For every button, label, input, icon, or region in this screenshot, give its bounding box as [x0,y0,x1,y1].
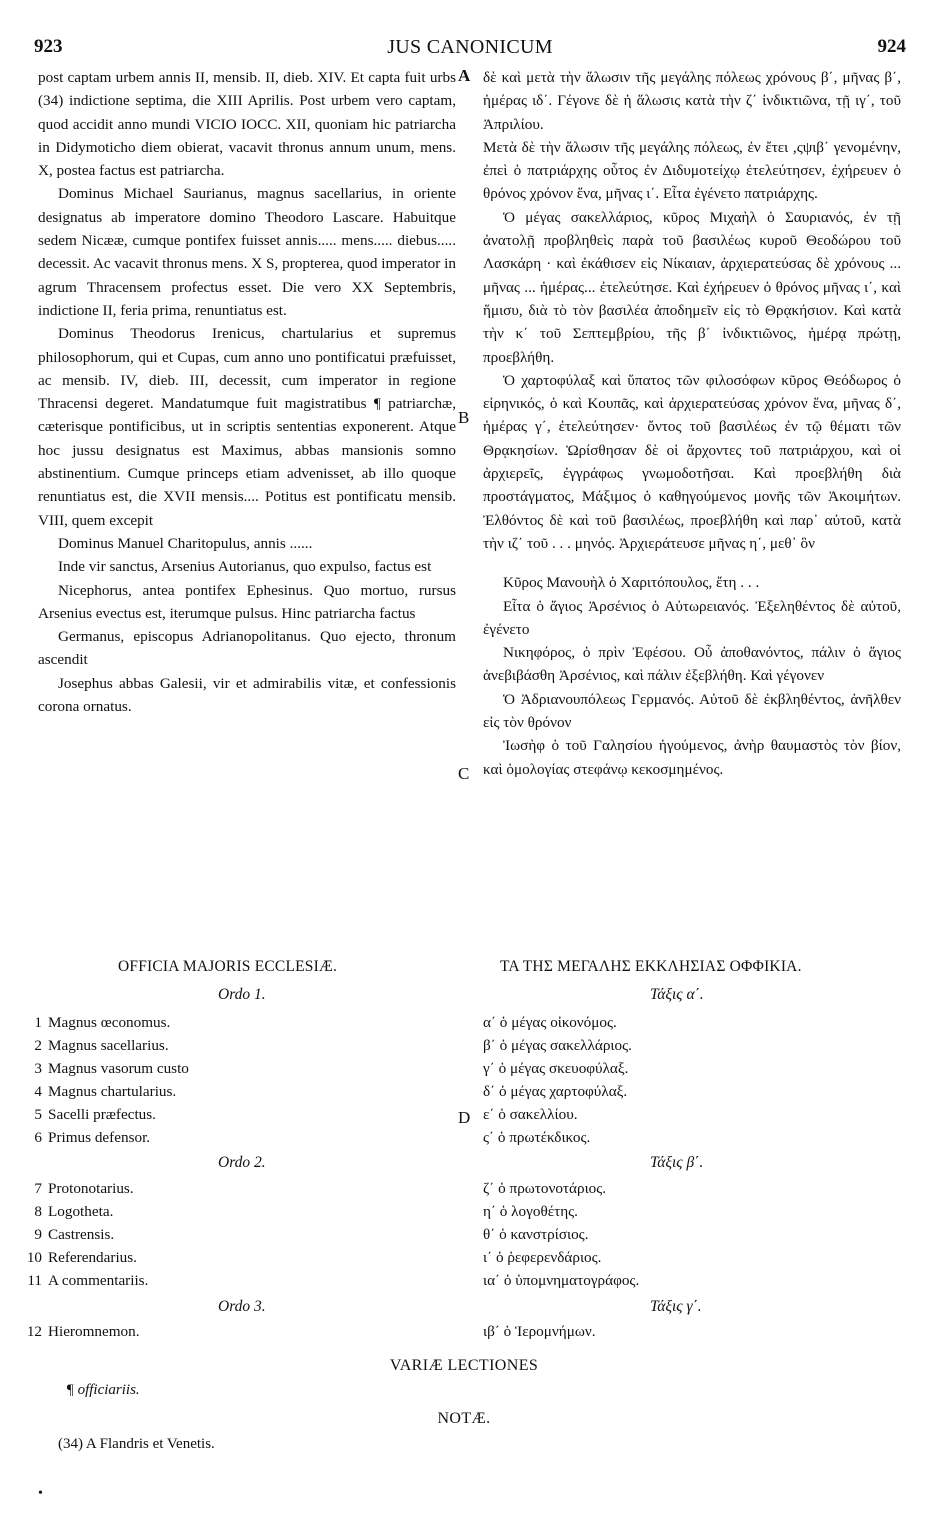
greek-office-item: ζ΄ ὁ πρωτονοτάριος. [483,1180,607,1197]
latin-office-item: 10 Referendarius. [26,1249,137,1266]
greek-column [483,66,901,781]
greek-office-item: ι΄ ὁ ῥεφερενδάριος. [483,1249,602,1266]
margin-letter-a: A [458,66,471,85]
latin-office-item: 5 Sacelli præfectus. [34,1106,156,1123]
taxis-2: Τάξις β΄. [650,1154,704,1171]
latin-office-item: 8 Logotheta. [34,1203,114,1220]
officia-greek-title: ΤΑ ΤΗΣ ΜΕΓΑΛΗΣ ΕΚΚΛΗΣΙΑΣ ΟΦΦΙΚΙΑ. [500,958,802,975]
greek-office-item: θ΄ ὁ κανστρίσιος. [483,1226,589,1243]
latin-paragraph: Dominus Manuel Charitopulus, annis ...... [58,534,313,552]
greek-office-item: ια΄ ὁ ὑπομνηματογράφος. [483,1272,640,1289]
latin-paragraph: Inde vir sanctus, Arsenius Autorianus, quo expulso, factus est [58,558,432,576]
greek-paragraph: Εἶτα ὁ ἅγιος Ἀρσένιος ὁ Αὐτωρειανός. Ἐξεληθέντος δὲ αὐτοῦ, ἐγένετο [483,597,901,638]
footnote: (34) A Flandris et Venetis. [58,1436,215,1452]
greek-paragraph: Ὁ μέγας σακελλάριος, κῦρος Μιχαὴλ ὁ Σαυριανός, ἐν τῇ ἀνατολῇ προβληθεὶς παρὰ τοῦ βασιλέως κυροῦ Θεοδώρου τοῦ Λασκάρη · καὶ ἐκάθισεν εἰς Νίκαιαν, ἀρχιερατεύσας δὲ χρόνους ... μῆνας ... ἡμέρας... ἐτελεύτησε. Καὶ ἐχήρευεν ὁ θρόνος μῆνας ι΄, καὶ ἥμισυ, διὰ τὸ τὸν βασιλέα ἀποδημεῖν εἰς τὸ Θρᾳκήσιον. Καὶ κατὰ τὴν κ΄ τοῦ Σεπτεμβρίου, τῆς β΄ ἰνδικτιῶνος, ἡμέρᾳ πρώτῃ, προεβλήθη. [483,208,901,366]
latin-paragraph: Dominus Michael Saurianus, magnus sacellarius, in oriente designatus ab imperatore domino Theodoro Lascare. Habuitque sedem Nicææ, cumque pontifex fuisset annis..... mens..... diebus..... decessit. Ac vacavit thronus mens. X S, propterea, quod imperator in agrum Thracensem profectus esset. Die vero XX Septembris, indictione II, feria prima, renuntiatus est. [38,185,456,319]
notae-heading: NOTÆ. [437,1410,491,1427]
greek-paragraph: Κῦρος Μανουὴλ ὁ Χαριτόπουλος, ἔτη . . . [503,574,760,592]
latin-office-item: 12 Hieromnemon. [26,1323,140,1340]
greek-paragraph: Ἰωσὴφ ὁ τοῦ Γαλησίου ἡγούμενος, ἀνὴρ θαυμαστὸς τὸν βίον, καὶ ὁμολογίας στεφάνῳ κεκοσμημένος. [483,737,901,778]
margin-letter-d: D [458,1108,471,1127]
greek-office-item: ε΄ ὁ σακελλίου. [483,1106,578,1123]
margin-letter-c: C [458,764,470,783]
taxis-1: Τάξις α΄. [650,986,704,1003]
greek-office-item: ς΄ ὁ πρωτέκδικος. [483,1129,591,1146]
running-header [34,36,906,66]
latin-paragraph: Germanus, episcopus Adrianopolitanus. Quo ejecto, thronum ascendit [38,628,456,669]
ordo-1: Ordo 1. [218,986,266,1003]
latin-office-item: 2 Magnus sacellarius. [34,1037,169,1054]
greek-office-item: α΄ ὁ μέγας οἰκονόμος. [483,1014,617,1031]
latin-office-item: 4 Magnus chartularius. [34,1083,177,1100]
greek-office-item: η΄ ὁ λογοθέτης. [483,1203,578,1220]
greek-paragraph: Νικηφόρος, ὁ πρὶν Ἐφέσου. Οὗ ἀποθανόντος, πάλιν ὁ ἅγιος ἀνεβιβάσθη Ἀρσένιος, καὶ πάλιν ἐξεβλήθη. Καὶ γέγονεν [483,644,901,685]
latin-paragraph: Josephus abbas Galesii, vir et admirabilis vitæ, et confessionis corona ornatus. [38,674,456,716]
ordo-2: Ordo 2. [218,1154,266,1171]
greek-office-item: ιβ΄ ὁ Ἱερομνήμων. [483,1323,596,1340]
latin-paragraph: Dominus Theodorus Irenicus, chartularius et supremus philosophorum, qui et Cupas, cum anno uno pontificatui præfuisset, ac mensib. IV, dieb. III, decessit, cum imperator in regione Thracensi degeret. Mandatumque fuit magistratibus ¶ patriarchæ, cæterisque pontificibus, ut in scriptis sententias exponerent. Atque hoc jussu designatus est Maximus, abbas mansionis somno abstinentium. Cumque princeps etiam advenisset, ab illo quoque renuntiatus est, die XVII mensis.... Potitus est pontificatu mensib. VIII, quem excepit [38,325,456,529]
page-number-left: 923 [34,36,63,57]
running-title: JUS CANONICUM [387,36,553,58]
greek-paragraph: δὲ καὶ μετὰ τὴν ἅλωσιν τῆς μεγάλης πόλεως χρόνους β΄, μῆνας β΄, ἡμέρας ιδ΄. Γέγονε δὲ ἡ ἅλωσις κατὰ τὴν ζ΄ ἰνδικτιῶνα, τῇ ιγ΄, τοῦ Ἀπριλίου. [483,69,901,133]
page-number-right: 924 [877,36,906,57]
greek-office-item: γ΄ ὁ μέγας σκευοφύλαξ. [483,1060,629,1077]
latin-paragraph: Nicephorus, antea pontifex Ephesinus. Quo mortuo, rursus Arsenius evectus est, iterumque pulsus. Hinc patriarcha factus [38,581,456,622]
greek-paragraph: Μετὰ δὲ τὴν ἅλωσιν τῆς μεγάλης πόλεως, ἐν ἔτει ,ςψιβ΄ γενομένην, ἐπεὶ ὁ πατριάρχης οὗτος ἐν Διδυμοτείχῳ ἐτελεύτησεν, ἐχήρευεν ὁ θρόνος χρόνον ἕνα, μῆνας ι΄. Εἶτα ἐγένετο πατριάρχης. [483,138,901,203]
latin-office-item: 7 Protonotarius. [34,1180,134,1197]
latin-office-item: 6 Primus defensor. [34,1129,151,1146]
latin-column [38,66,456,718]
latin-office-item: 11 A commentariis. [27,1272,149,1289]
variant-reading-note: ¶ officiariis. [66,1382,140,1398]
officia-latin-title: OFFICIA MAJORIS ECCLESIÆ. [118,958,338,975]
latin-office-item: 9 Castrensis. [34,1226,115,1243]
ordo-3: Ordo 3. [218,1298,266,1315]
greek-paragraph: Ὁ χαρτοφύλαξ καὶ ὕπατος τῶν φιλοσόφων κῦρος Θεόδωρος ὁ εἰρηνικός, ὁ καὶ Κουπᾶς, καὶ ἀρχιερατεύσας χρόνον ἕνα, μῆνας δ΄, ἡμέρας γ΄, ἐτελεύτησεν· ὄντος τοῦ βασιλέως ἐν τῷ θέματι τῶν Θρᾳκησίων. Ὡρίσθησαν δὲ οἱ ἄρχοντες τοῦ πατριάρχου, καὶ οἱ ἀρχιερεῖς, ἐγγράφως γνωμοδοτῆσαι. Καὶ προεβλήθη διὰ προστάγματος, Μάξιμος ὁ καθηγούμενος μονῆς τῶν Ἀκοιμήτων. Ἐλθόντος δὲ καὶ τοῦ βασιλέως, προεβλήθη καὶ παρ᾽ αὐτοῦ, κατὰ τὴν ιζ΄ τοῦ . . . μηνός. Ἀρχιεράτευσε μῆνας η΄, μεθ᾽ ὃν [483,371,901,552]
greek-office-item: β΄ ὁ μέγας σακελλάριος. [483,1037,632,1054]
greek-paragraph: Ὁ Ἀδριανουπόλεως Γερμανός. Αὐτοῦ δὲ ἐκβληθέντος, ἀνῆλθεν εἰς τὸν θρόνον [483,690,901,732]
margin-letter-b: B [458,408,470,427]
variae-lectiones-heading: VARIÆ LECTIONES [389,1357,539,1374]
latin-office-item: 1 Magnus œconomus. [34,1014,171,1031]
greek-office-item: δ΄ ὁ μέγας χαρτοφύλαξ. [483,1083,628,1100]
latin-office-item: 3 Magnus vasorum custo [34,1060,189,1077]
latin-paragraph: post captam urbem annis II, mensib. II, dieb. XIV. Et capta fuit urbs (34) indictione septima, die XIII Aprilis. Post urbem vero captam, quod accidit anno mundi VICIO IOCC. XII, quoniam hic patriarcha in Didymoticho diem obierat, vacavit thronus annum unum, mens. X, postea factus est patriarcha. [38,69,456,180]
page-mark: • [38,1486,43,1501]
taxis-3: Τάξις γ΄. [650,1298,702,1315]
